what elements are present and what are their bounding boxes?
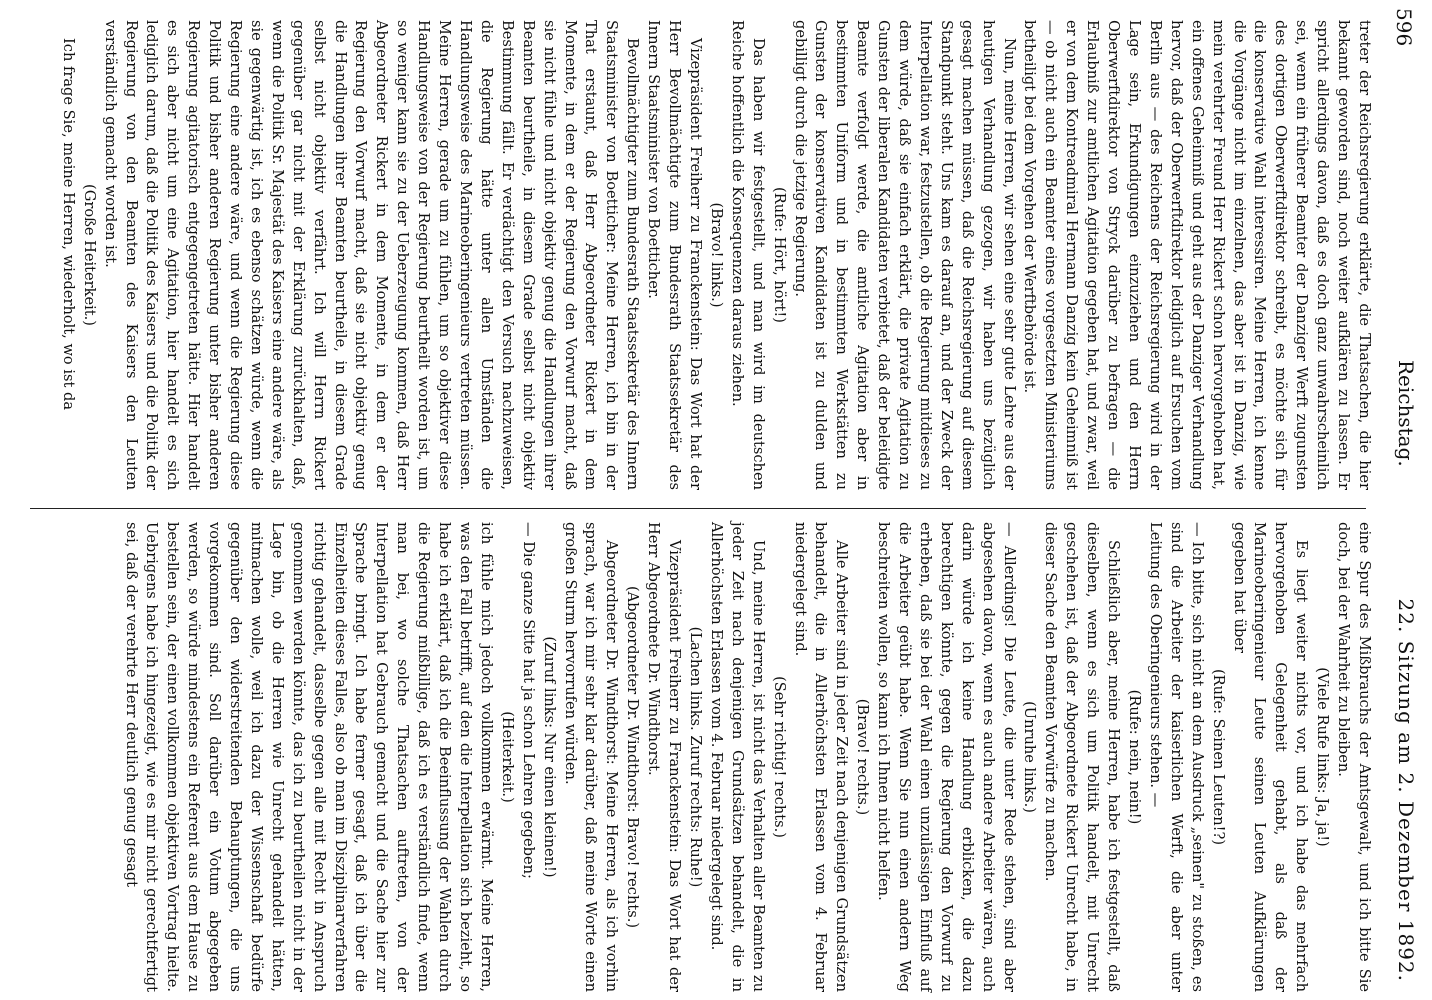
sitting-date: 22. Sitzung am 2. Dezember 1892. [1394, 598, 1418, 982]
paragraph: Schließlich aber, meine Herren, habe ich festgestellt, daß dieselben, wenn es sich um Politik handelt, mit Unrecht geschehen ist, daß der Abgeordnete Rickert Unrecht habe, in dieser Sache den Beamten Vorwürfe zu machen. [1042, 522, 1123, 992]
paragraph: eine Spur des Mißbrauchs der Amtsgewalt, und ich bitte Sie doch, bei der Wahrheit zu bleiben. [1335, 522, 1373, 992]
page-header [1384, 0, 1432, 1000]
page-number: 596 [1392, 8, 1416, 47]
paragraph: Alle Arbeiter sind in jeder Zeit nach denjenigen Grundsätzen behandelt, die in Allerhöchsten Erlassen vom 4. Februar niedergelegt sind. [791, 522, 851, 992]
paragraph: Das haben wir festgestellt, und man wird im deutschen Reiche hoffentlich die Konsequenzen daraus ziehen. [728, 20, 767, 490]
interjection: (Bravo! rechts.) [854, 698, 872, 816]
paragraph: — Ich bitte, sich nicht an dem Ausdruck „seinen" zu stoßen, es sind die Arbeiter der kaiserlichen Werft, die aber unter Leitung des Oberingenieurs stehen. — [1146, 522, 1206, 992]
interjection: (Rufe: Seinen Leuten!?) [1209, 668, 1227, 846]
paragraph: — Die ganze Sitte hat ja schon Lehren gegeben; [519, 522, 537, 879]
paragraph: Nun, meine Herren, wir sehen eine sehr gute Lehre aus der heutigen Verhandlung gezogen, wir haben uns bezüglich gesagt machen müssen, daß die Reichsregierung auf diesem Standpunkt steht. Uns kam es darauf an, und der Zweck der Interpellation war, festzustellen, ob die Regierung mitdieses zu dem würde, daß sie einfach erklärt, die private Agitation zu Gunsten der liberalen Kandidaten verbietet, daß der beleidigte Beamte verfolgt werde, die amtliche Agitation aber in bestimmten Uniform und in bestimmten Werkstätten zu Gunsten der konservativen Kandidaten ist zu dulden und gebilligt durch die jetzige Regierung. [791, 20, 1018, 490]
interjection: (Rufe: nein, nein!) [1126, 689, 1144, 825]
interjection: (Unruhe links.) [1021, 701, 1039, 813]
interjection: (Rufe: Hört, hört!) [770, 187, 788, 323]
paragraph: Es liegt weiter nichts vor, und ich habe das mehrfach hervorgehoben Gelegenheit gehabt, als daß der Marineoberingenieur Leute seinen Leuten Aufklärungen gegeben hat über [1230, 522, 1311, 992]
interjection: (Abgeordneter Dr. Windthorst: Bravo! rechts.) [624, 585, 642, 929]
paragraph: Und, meine Herren, ist nicht das Verhalten aller Beamten zu jeder Zeit nach denjenigen Grundsätzen behandelt, die in Allerhöchsten Erlassen vom 4. Februar niedergelegt sind. [707, 522, 767, 992]
interjection: (Bravo! links.) [707, 202, 725, 308]
speaker-paragraph: Vizepräsident Freiherr zu Franckenstein: Das Wort hat der Herr Abgeordnete Dr. Windthorst. [645, 522, 684, 992]
paragraph: — Allerdings! Die Leute, die unter Rede stehen, sind aber abgesehen davon, wenn es auch andere Arbeiter wären, auch darin würde ich keine Handlung erblicken, die dazu berechtigen könnte, gegen die Regierung den Vorwurf zu erheben, daß sie bei der Wahl einen unzulässigen Einfluß auf die Arbeiter geübt habe. Wenn Sie nun einen andern Weg beschreiten wollen, so kann ich Ihnen nicht helfen. [875, 522, 1018, 992]
paragraph: treter der Reichsregierung erklärte, die Thatsachen, die hier bekannt geworden sind, noch weiter aufklären zu lassen. Er spricht allerdings davon, daß es doch ganz unwahrscheinlich sei, wenn ein früherer Beamter der Danziger Werft zugunsten des dortigen Oberwerftdirektor schreibt, es möchte sich für die konservative Wahl interessiren. Meine Herren, ich kenne die Vorgänge nicht im einzelnen, das aber ist in Danzig, wie mein verehrter Freund Herr Rickert schon hervorgehoben hat, ein offenes Geheimniß und geht aus der Danziger Verhandlung hervor, daß der Oberwerftdirektor lediglich auf Ersuchen vom Berlin aus — des Reichens der Reichsregierung wird in der Lage sein, Erkundigungen einzuziehen und den Herrn Oberwerftdirektor von Stryck darüber zu befragen — die Erlaubniß zur amtlichen Agitation gegeben hat, und zwar, weil er von dem Kontreadmiral Hermann Danzig kein Geheimniß ist — ob nicht auch ein Beamter eines vorgesetzten Ministeriums betheiligt bei dem Vorgehen der Werftbehörde ist. [1021, 20, 1373, 490]
paragraph: ich fühle mich jedoch vollkommen erwärmt. Meine Herren, was den Fall betrifft, auf den die Interpellation sich bezieht, so habe ich erklärt, daß ich die Beeinflussung der Wahlen durch die Regierung mißbillige, daß ich es verständlich finde, wenn man bei, wo solche Thatsachen auftreten, von der Interpellation hat Gebrauch gemacht und die Sache hier zur Sprache bringt. Ich habe ferner gesagt, daß ich über die Einzelheiten dieses Falles, also ob man im Disziplinarverfahren richtig gehandelt, dasselbe gegen alle mit Recht in Anspruch genommen werden könnte, das ich zu beurtheilen nicht in der Lage bin, ob die Herren wie Unrecht gehandelt hätten, mitmachen wolle, weil ich dazu der Wissenschaft bedürfe gegenüber den widerstreitenden Behauptungen, die uns vorgekommen sind. Soll darüber ein Votum abgegeben werden, so würde mindestens ein Referent aus dem Hause zu bestellen sein, der einen vollkommen objektiven Vortrag hielte. Uebrigens habe ich hingezeigt, wie es mir nicht gerechtfertigt sei, daß der verehrte Herr deutlich genug gesagt [122, 522, 495, 992]
interjection: (Große Heiterkeit.) [80, 184, 98, 326]
speaker-paragraph: Bevollmächtigter zum Bundesrath Staatssekretär des Innern Staatsminister von Boetticher: Meine Herren, ich bin in der That erstaunt, daß Herr Abgeordneter Rickert in dem Momente, in dem er der Regierung den Vorwurf macht, daß sie nicht fühle und nicht objektiv genug die Handlungen ihrer Beamten beurtheile, in diesem Grade selbst nicht objektiv Bestimmung fällt. Er verdächtigt den Versuch nachzuweisen, die Regierung hätte unter allen Umständen die Handlungsweise des Marineoberingenieurs vertreten müssen. Meine Herren, gerade um zu fühlen, um so objektiver diese Handlungsweise von der Regierung beurtheilt worden ist, um so weniger kann sie zu der Ueberzeugung kommen, daß Herr Abgeordneter Rickert in dem Momente, in dem er der Regierung den Vorwurf macht, daß sie nicht objektiv genug die Handlungen ihrer Beamten beurtheile, in diesem Grade selbst nicht objektiv verfährt. Ich will Herrn Rickert gegenüber gar nicht mit der Erklärung zurückhalten, daß, wenn die Politik Sr. Majestät des Kaisers eine andere wäre, als sie gegenwärtig ist, ich es ebenso schätzen würde, wenn die Regierung eine andere wäre, und wenn die Regierung diese Politik und bisher anderen Regierung unter bisher anderen Regierung agitatorisch entgegengetreten hätte. Hier handelt es sich aber nicht um eine Agitation, hier handelt es sich lediglich darum, daß die Politik des Kaisers und die Politik der Regierung von den Beamten des Kaisers den Leuten verständlich gemacht worden ist. [101, 20, 642, 490]
interjection: (Zuruf links: Nur einen kleinen!) [540, 636, 558, 878]
interjection: (Viele Rufe links: Ja, ja!) [1314, 667, 1332, 847]
column-divider [30, 508, 1366, 509]
interjection: (Heiterkeit.) [498, 711, 516, 803]
left-column [57, 20, 1374, 490]
speaker-paragraph: Vizepräsident Freiherr zu Franckenstein: Das Wort hat der Herr Bevollmächtigte zum Bundesrath Staatssekretär des Innern Staatsminister von Boetticher. [645, 20, 704, 490]
right-column [120, 522, 1374, 992]
interjection: (Sehr richtig! rechts.) [770, 676, 788, 838]
speaker-paragraph: Abgeordneter Dr. Windthorst: Meine Herren, als ich vorhin sprach, war ich mir sehr klar darüber, daß meine Worte einen großen Sturm hervorrufen würden. [561, 522, 621, 992]
page-title: Reichstag. [1394, 360, 1418, 467]
paragraph: Ich frage Sie, meine Herren, wiederholt, wo ist da [59, 38, 77, 411]
interjection: (Lachen links. Zuruf rechts: Ruhe!) [687, 626, 704, 888]
